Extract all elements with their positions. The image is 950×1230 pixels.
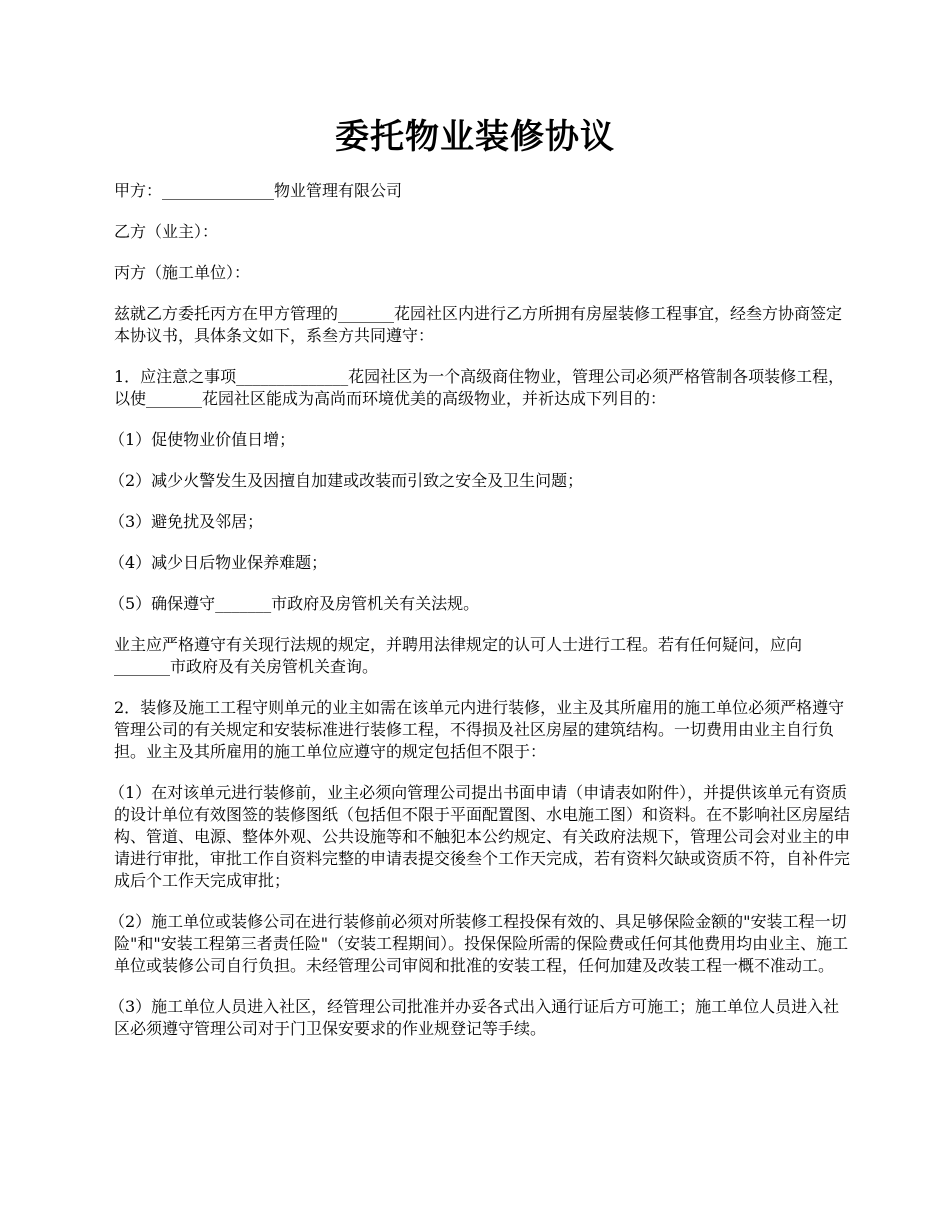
owner-compliance-paragraph: 业主应严格遵守有关现行法规的规定，并聘用法律规定的认可人士进行工程。若有任何疑问，应向_______市政府及有关房管机关查询。 — [114, 635, 803, 676]
party-a-line: 甲方：______________物业管理有限公司 — [114, 181, 403, 200]
party-b-line: 乙方（业主）： — [114, 222, 219, 241]
document-body — [109, 180, 854, 1059]
list-item-4: （4）减少日后物业保养难题； — [109, 553, 328, 572]
rule-item-1: （1）在对该单元进行装修前，业主必须向管理公司提出书面申请（申请表如附件），并提供该单元有资质的设计单位有效图签的装修图纸（包括但不限于平面配置图、水电施工图）和资料。在不影响社区房屋结构、管道、电源、整体外观、公共设施等和不触犯本公约规定、有关政府法规下，管理公司会对业主的申请进行审批，审批工作自资料完整的申请表提交後叁个工作天完成，若有资料欠缺或资质不符，自补件完成后个工作天完成审批； — [109, 783, 851, 890]
list-item-2: （2）减少火警发生及因擅自加建或改装而引致之安全及卫生问题； — [109, 471, 584, 490]
rule-item-3: （3）施工单位人员进入社区，经管理公司批准并办妥各式出入通行证后方可施工；施工单位人员进入社区必须遵守管理公司对于门卫保安要求的作业规登记等手续。 — [109, 997, 840, 1038]
rule-item-2: （2）施工单位或装修公司在进行装修前必须对所装修工程投保有效的、具足够保险金额的"安装工程一切险"和"安装工程第三者责任险"（安装工程期间）。投保保险所需的保险费或任何其他费用均由业主、施工单位或装修公司自行负担。未经管理公司审阅和批准的安装工程，任何加建及改装工程一概不准动工。 — [109, 912, 849, 975]
list-item-3: （3）避免扰及邻居； — [109, 512, 264, 531]
preamble-paragraph: 兹就乙方委托丙方在甲方管理的_______花园社区内进行乙方所拥有房屋装修工程事宜，经叁方协商签定本协议书，具体条文如下，系叁方共同遵守： — [114, 304, 843, 345]
list-item-1: （1）促使物业价值日增； — [109, 430, 296, 449]
section-1-paragraph: 1．应注意之事项______________花园社区为一个高级商住物业，管理公司必须严格管制各项装修工程，以使_______花园社区能成为高尚而环境优美的高级物业，并祈达成下列目的： — [114, 367, 845, 408]
document-title: 委托物业装修协议 — [335, 117, 615, 157]
party-c-line: 丙方（施工单位）： — [114, 263, 251, 282]
list-item-5: （5）确保遵守_______市政府及房管机关有关法规。 — [109, 594, 480, 613]
section-2-paragraph: 2．装修及施工工程守则单元的业主如需在该单元内进行装修，业主及其所雇用的施工单位必须严格遵守管理公司的有关规定和安装标准进行装修工程，不得损及社区房屋的建筑结构。一切费用由业主自行负担。业主及其所雇用的施工单位应遵守的规定包括但不限于： — [114, 698, 845, 761]
